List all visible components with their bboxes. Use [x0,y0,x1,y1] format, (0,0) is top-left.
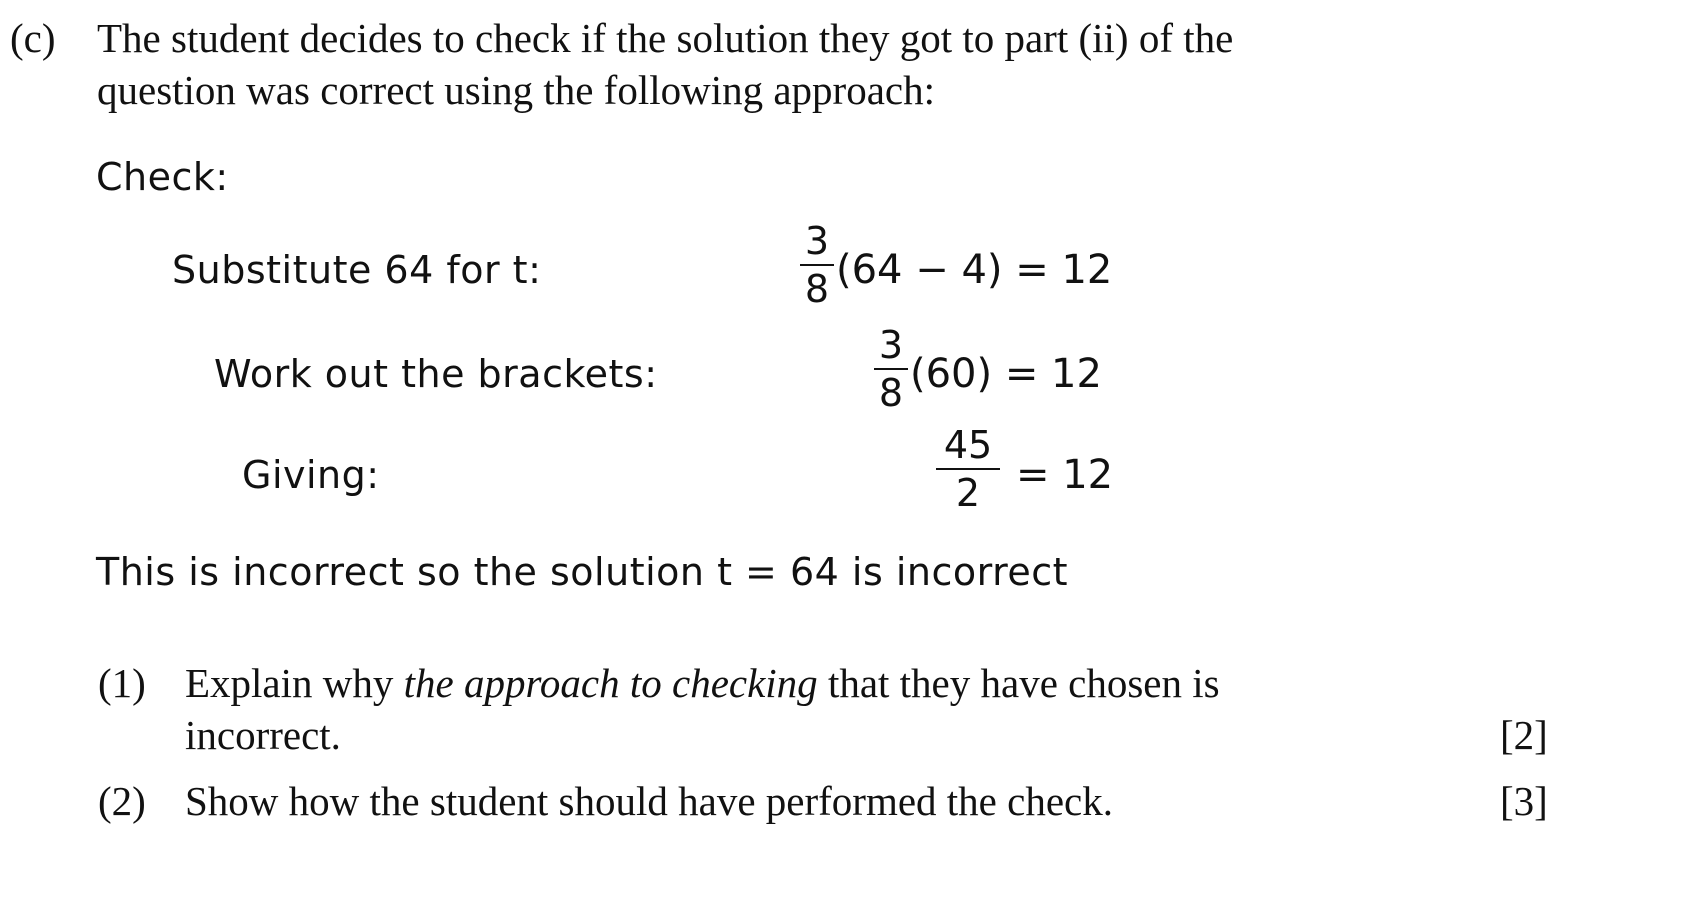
step1-fraction-numerator: 3 [804,219,830,263]
fraction-bar [874,368,908,370]
intro-line-2: question was correct using the following approach: [97,67,935,113]
step3-expression: = 12 [1016,452,1114,498]
step3-fraction-denominator: 2 [955,471,981,515]
step3-fraction [936,423,1000,515]
question-2-number: (2) [98,778,146,824]
step2-fraction [874,323,908,415]
question-1-number: (1) [98,660,146,706]
check-conclusion: This is incorrect so the solution t = 64 is incorrect [96,550,1069,594]
question-1-text [185,660,1220,706]
question-1-text-line2: incorrect. [185,712,341,758]
step3-label: Giving: [242,453,380,497]
step1-label: Substitute 64 for t: [172,248,542,292]
question-1-text-before: Explain why [185,660,404,706]
question-2-marks: [3] [1500,778,1548,824]
step2-label: Work out the brackets: [214,352,658,396]
question-2-text: Show how the student should have performed the check. [185,778,1113,824]
check-heading: Check: [96,155,229,199]
question-1-text-after: that they have chosen is [817,660,1220,706]
step2-fraction-denominator: 8 [878,371,904,415]
question-1-marks: [2] [1500,712,1548,758]
question-1-text-italic: the approach to checking [403,660,818,706]
part-label: (c) [10,15,56,61]
intro-line-1: The student decides to check if the solution they got to part (ii) of the [97,15,1234,61]
fraction-bar [936,468,1000,470]
step3-fraction-numerator: 45 [943,423,993,467]
step2-expression: (60) = 12 [910,351,1102,397]
fraction-bar [800,264,834,266]
step1-expression: (64 − 4) = 12 [836,247,1113,293]
step2-fraction-numerator: 3 [878,323,904,367]
step1-fraction [800,219,834,311]
step1-fraction-denominator: 8 [804,267,830,311]
